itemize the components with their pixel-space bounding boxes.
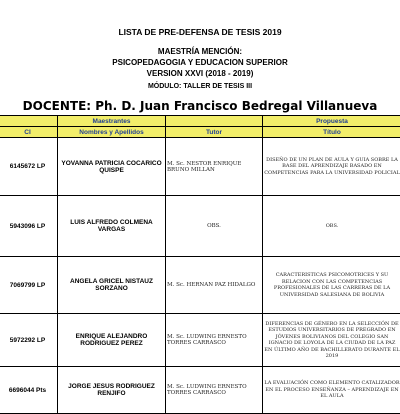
table-row (0, 138, 400, 196)
title-cell: DIFERENCIAS DE GÉNERO EN LA SELECCIÓN DE ESTUDIOS UNIVERSITARIOS DE PREGRADO EN JÓVENES BOLIVIANOS DEL COLEGIO SAN IGNACIO DE LOYOLA DE LA CIUDAD DE LA PAZ EN ÚLTIMO AÑO DE BACHILLERATO DURANTE EL 2019 (263, 314, 400, 367)
program-heading (0, 46, 400, 79)
program-line-1: MAESTRÍA MENCIÓN: (0, 46, 400, 57)
program-line-3: VERSION XXVI (2018 - 2019) (0, 68, 400, 79)
header-ci: CI (0, 127, 58, 138)
header-nombres: Nombres y Apellidos (58, 127, 166, 138)
table-row (0, 314, 400, 367)
table-row (0, 196, 400, 257)
table-row (0, 367, 400, 414)
ci-cell: 5972292 LP (0, 314, 58, 367)
ci-cell: 7069799 LP (0, 257, 58, 314)
header-propuesta: Propuesta (263, 116, 400, 127)
ci-cell: 6145672 LP (0, 138, 58, 196)
header-ci-cell-top (0, 116, 58, 127)
name-cell: ANGELA GRICEL NISTAUZ SORZANO (58, 257, 166, 314)
header-titulo: Título (263, 127, 400, 138)
tutor-cell: M. Sc. LUDWING ERNESTO TORRES CARRASCO (166, 314, 263, 367)
name-cell: YOVANNA PATRICIA COCARICO QUISPE (58, 138, 166, 196)
module-label: MÓDULO: TALLER DE TESIS III (0, 83, 400, 90)
name-cell: JORGE JESUS RODRIGUEZ RENJIFO (58, 367, 166, 414)
tutor-cell: M. Sc. HERNAN PAZ HIDALGO (166, 257, 263, 314)
tutor-cell: M. Sc. NESTOR ENRIQUE BRUNO MILLAN (166, 138, 263, 196)
title-cell: CARACTERISTICAS PSICOMOTRICES Y SU RELACION CON LAS COMPETENCIAS PROFESIONALES DE LAS CARRERAS DE LA UNIVERSIDAD SALESIANA DE BOLIVIA (263, 257, 400, 314)
name-cell: ENRIQUE ALEJANDRO RODRIGUEZ PEREZ (58, 314, 166, 367)
title-cell: LA EVALUACIÓN COMO ELEMENTO CATALIZADOR EN EL PROCESO ENSEÑANZA – APRENDIZAJE EN EL AULA (263, 367, 400, 414)
ci-cell: 6696044 Pts (0, 367, 58, 414)
header-tutor-cell-top (166, 116, 263, 127)
list-title: LISTA DE PRE-DEFENSA DE TESIS 2019 (0, 27, 400, 37)
table-header-row-1 (0, 116, 400, 127)
name-cell: LUIS ALFREDO COLMENA VARGAS (58, 196, 166, 257)
table-row (0, 257, 400, 314)
program-line-2: PSICOPEDAGOGIA Y EDUCACION SUPERIOR (0, 57, 400, 68)
thesis-table (0, 115, 400, 414)
title-cell: DISEÑO DE UN PLAN DE AULA Y GUIA SOBRE LA BASE DEL APRENDIZAJE BASADO EN COMPETENCIAS PARA LA UNIVERSIDAD POLICIAL (263, 138, 400, 196)
header-maestrantes: Maestrantes (58, 116, 166, 127)
tutor-cell: OBS. (166, 196, 263, 257)
table-header-row-2 (0, 127, 400, 138)
header-tutor: Tutor (166, 127, 263, 138)
title-cell: OBS. (263, 196, 400, 257)
docente-heading: DOCENTE: Ph. D. Juan Francisco Bedregal Villanueva (0, 99, 400, 113)
ci-cell: 5943096 LP (0, 196, 58, 257)
tutor-cell: M. Sc. LUDWING ERNESTO TORRES CARRASCO (166, 367, 263, 414)
